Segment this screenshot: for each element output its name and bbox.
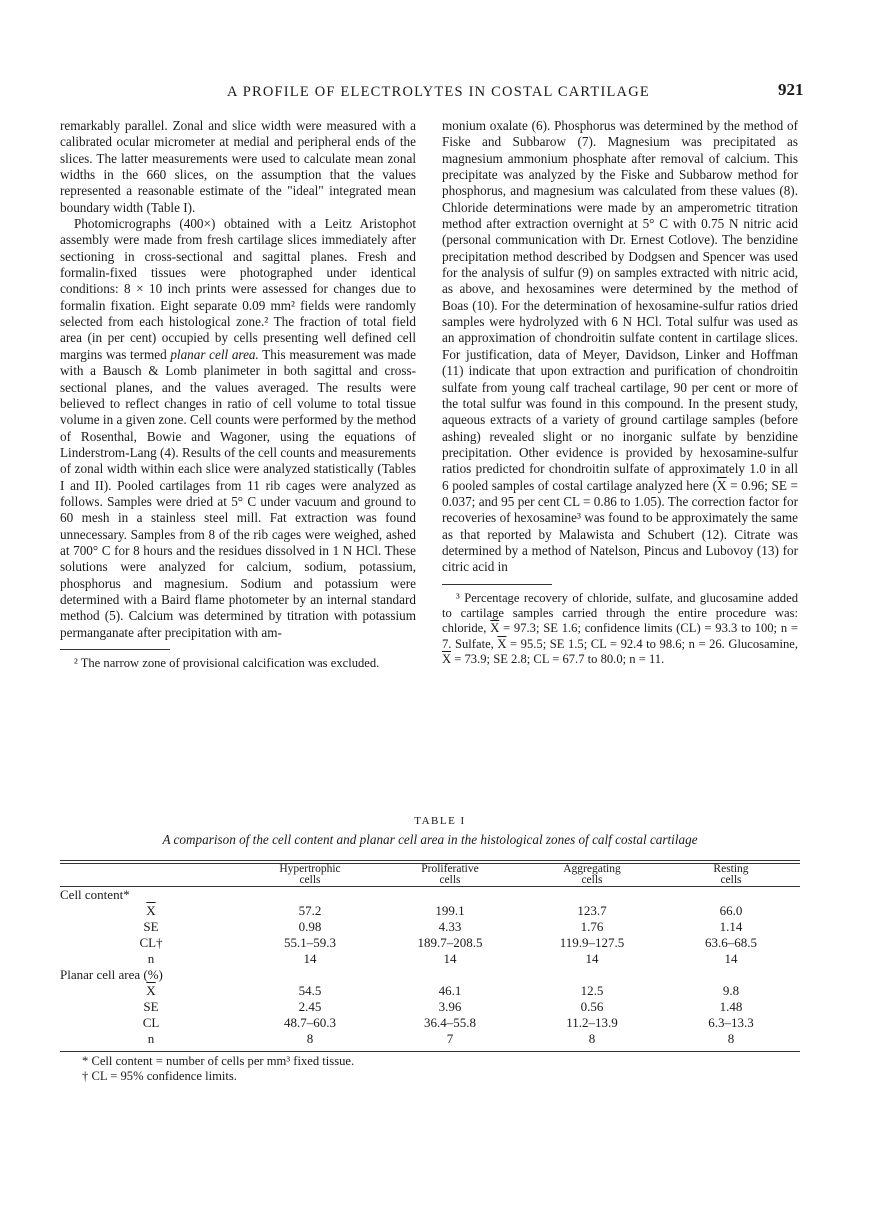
table-row — [60, 1015, 800, 1031]
table-cell: 3.96 — [438, 999, 462, 1014]
paragraph: Photomicrographs (400×) obtained with a Leitz Aristophot assembly were made from fresh cartilage slices immediately after sectioning in cross-sectional and sagittal planes. Fresh and formalin-fixed tissues were photographed under identical conditions: 8 × 10 inch prints were assessed for changes due to formalin fixation. Eight separate 0.09 mm² fields were randomly selected from each histological zone.² The fraction of total field area (in per cent) occupied by cells presenting well defined cell margins was termed planar cell area. This measurement was made with a Bausch & Lomb planimeter in both sagittal and cross-sectional planes, and the values averaged. The results were believed to reflect changes in ratio of cell volume to total tissue volume in a given zone. Cell counts were performed by the method of Rosenthal, Bowie and Wagoner, using the equations of Linderstrom-Lang (4). Results of the cell counts and measurements of zonal width within each slice were analyzed statistically (Tables I and II). Pooled cartilages from 11 rib cages were analyzed as follows. Samples were dried at 5° C under vacuum and ground to 60 mesh in a stainless steel mill. Fat extraction was found unnecessary. Samples from 8 of the rib cages were weighed, ashed at 700° C for 8 hours and the residues dissolved in 1 N HCl. These solutions were analyzed for calcium, sodium, potassium, phosphorus and magnesium. Sodium and potassium were determined with a Baird flame photometer by an internal standard method (5). Calcium was determined by titration with potassium permanganate after precipitation with am- — [60, 216, 417, 640]
row-stat-label: $\overline{X}$ — [146, 983, 156, 998]
row-stat-label: SE — [143, 919, 159, 934]
table-notes — [60, 1054, 800, 1084]
footnote-2: ² The narrow zone of provisional calcification was excluded. — [74, 656, 380, 670]
table-row — [60, 935, 800, 951]
running-title: A PROFILE OF ELECTROLYTES IN COSTAL CARTILAGE — [227, 84, 650, 100]
table-row — [60, 1031, 800, 1047]
footnote-divider — [442, 584, 552, 585]
table-cell: 48.7–60.3 — [284, 1015, 336, 1030]
table-note: † CL = 95% confidence limits. — [82, 1069, 237, 1083]
defined-term: planar cell area. — [170, 346, 259, 362]
table-cell: 123.7 — [577, 903, 607, 918]
table-cell: 119.9–127.5 — [559, 935, 625, 950]
table-cell: 8 — [588, 1031, 596, 1046]
table-cell: 66.0 — [719, 903, 743, 918]
table-caption: A comparison of the cell content and planar cell area in the histological zones of calf costal cartilage — [162, 832, 698, 847]
page-number: 921 — [778, 80, 804, 99]
table-cell: 4.33 — [438, 919, 462, 934]
table-cell: 14 — [585, 951, 599, 966]
table-cell: 36.4–55.8 — [424, 1015, 476, 1030]
paragraph: monium oxalate (6). Phosphorus was determined by the method of Fiske and Subbarow (7). Magnesium was precipitated as magnesium ammonium phosphate after removal of calcium. This precipitate was analyzed by the Fiske and Subbarow method for phosphorus, and magnesium was calculated from these values (8). Chloride determinations were made by an amperometric titration method after extraction overnight at 5° C with 0.75 N nitric acid (personal communication with Dr. Ernest Cotlove). The benzidine precipitation method described by Dodgsen and Spencer was used for the analysis of sulfur (9) on samples extracted with nitric acid, as above, and hexosamines were determined by the method of Boas (10). For the determination of hexosamine-sulfur ratios dried samples were hydrolyzed with 6 N HCl. Total sulfur was used as an approximation of chondroitin sulfate content in cartilage slices. For justification, data of Meyer, Davidson, Linker and Hoffman (11) indicate that upon extraction and purification of chondroitin sulfate from young calf tracheal cartilage, 90 per cent or more of the total sulfur was found in this compound. In the present study, aqueous extracts of a variety of ground cartilage samples (before ashing) revealed slight or no inorganic sulfate by benzidine precipitation. Other evidence is provided by hexosamine-sulfur ratios predicted for chondroitin sulfate of approximately 1.0 in all 6 pooled samples of costal cartilage analyzed here ($\overline{X} = 0.96$; SE = 0.037; and 95 per cent CL = 0.86 to 1.05). The correction factor for recoveries of hexosamine³ was found to be approximately the same as that reported by Malawista and Schubert (12). Citrate was determined by a method of Natelson, Pincus and Lubovoy (13) for citric acid in — [442, 118, 798, 575]
table-cell: 46.1 — [438, 983, 462, 998]
table-cell: 54.5 — [298, 983, 322, 998]
table-cell: 55.1–59.3 — [284, 935, 336, 950]
table-cell: 14 — [724, 951, 738, 966]
table-group-row — [60, 887, 800, 903]
footnote-divider — [60, 649, 170, 650]
table-cell: 199.1 — [435, 903, 465, 918]
table-cell: 6.3–13.3 — [708, 1015, 754, 1030]
table-cell: 63.6–68.5 — [705, 935, 757, 950]
table-top-rule — [60, 860, 800, 861]
table-row — [60, 999, 800, 1015]
mean-symbol: $\overline{X}$ — [716, 477, 727, 493]
row-stat-label: $\overline{X}$ — [146, 903, 156, 918]
column-header-proliferative: Proliferative cells — [421, 863, 479, 886]
left-column — [60, 118, 416, 671]
table-cell: 189.7–208.5 — [417, 935, 483, 950]
table-cell: 14 — [303, 951, 317, 966]
data-table — [60, 864, 800, 886]
table-row — [60, 983, 800, 999]
table-bottom-rule — [60, 1051, 800, 1052]
table-cell: 57.2 — [298, 903, 322, 918]
table-cell: 1.76 — [580, 919, 604, 934]
table-cell: 9.8 — [722, 983, 740, 998]
table-cell: 0.98 — [298, 919, 322, 934]
right-column — [442, 118, 798, 668]
table-cell: 11.2–13.9 — [566, 1015, 618, 1030]
row-stat-label: CL† — [139, 935, 163, 950]
table-cell: 8 — [727, 1031, 735, 1046]
column-header-hypertrophic: Hypertrophic cells — [279, 863, 341, 886]
table-group-label: Cell content* — [60, 887, 130, 902]
column-header-aggregating: Aggregating cells — [563, 863, 621, 886]
table-cell: 14 — [443, 951, 457, 966]
row-stat-label: n — [147, 1031, 155, 1046]
table-cell: 12.5 — [580, 983, 604, 998]
table-row — [60, 919, 800, 935]
table-cell: 1.14 — [719, 919, 743, 934]
table-cell: 0.56 — [580, 999, 604, 1014]
table-cell: 7 — [446, 1031, 454, 1046]
table-header-row — [60, 864, 800, 886]
row-stat-label: CL — [142, 1015, 160, 1030]
row-stat-label: n — [147, 951, 155, 966]
table-note: * Cell content = number of cells per mm³ fixed tissue. — [82, 1054, 355, 1068]
table-1 — [60, 815, 800, 1084]
table-cell: 2.45 — [298, 999, 322, 1014]
table-row — [60, 951, 800, 967]
table-cell: 1.48 — [719, 999, 743, 1014]
table-group-row — [60, 967, 800, 983]
column-header-resting: Resting cells — [713, 863, 749, 886]
table-row — [60, 903, 800, 919]
footnote-3: ³ Percentage recovery of chloride, sulfate, and glucosamine added to cartilage samples carried through the entire procedure was: chloride, $\overline{X} = 97.3$; SE 1.6; confidence limits (CL) = 93.3 to 100; n = 7. Sulfate, $\overline{X} = 95.5$; SE 1.5; CL = 92.4 to 98.6; n = 26. Glucosamine, $\overline{X} = 73.9$; SE 2.8; CL = 67.7 to 80.0; n = 11. — [442, 590, 798, 667]
table-group-label: Planar cell area (%) — [60, 967, 163, 982]
table-label: TABLE I — [414, 815, 466, 827]
data-table-body — [60, 887, 800, 1047]
table-cell: 8 — [306, 1031, 314, 1046]
paragraph: remarkably parallel. Zonal and slice width were measured with a calibrated ocular micrometer at medial and peripheral ends of the slices. The latter measurements were used to calculate mean zonal widths in the 660 slices, on the assumption that the values represented a reasonable estimate of the "ideal" integrated mean boundary width (Table I). — [60, 118, 416, 215]
row-stat-label: SE — [143, 999, 159, 1014]
